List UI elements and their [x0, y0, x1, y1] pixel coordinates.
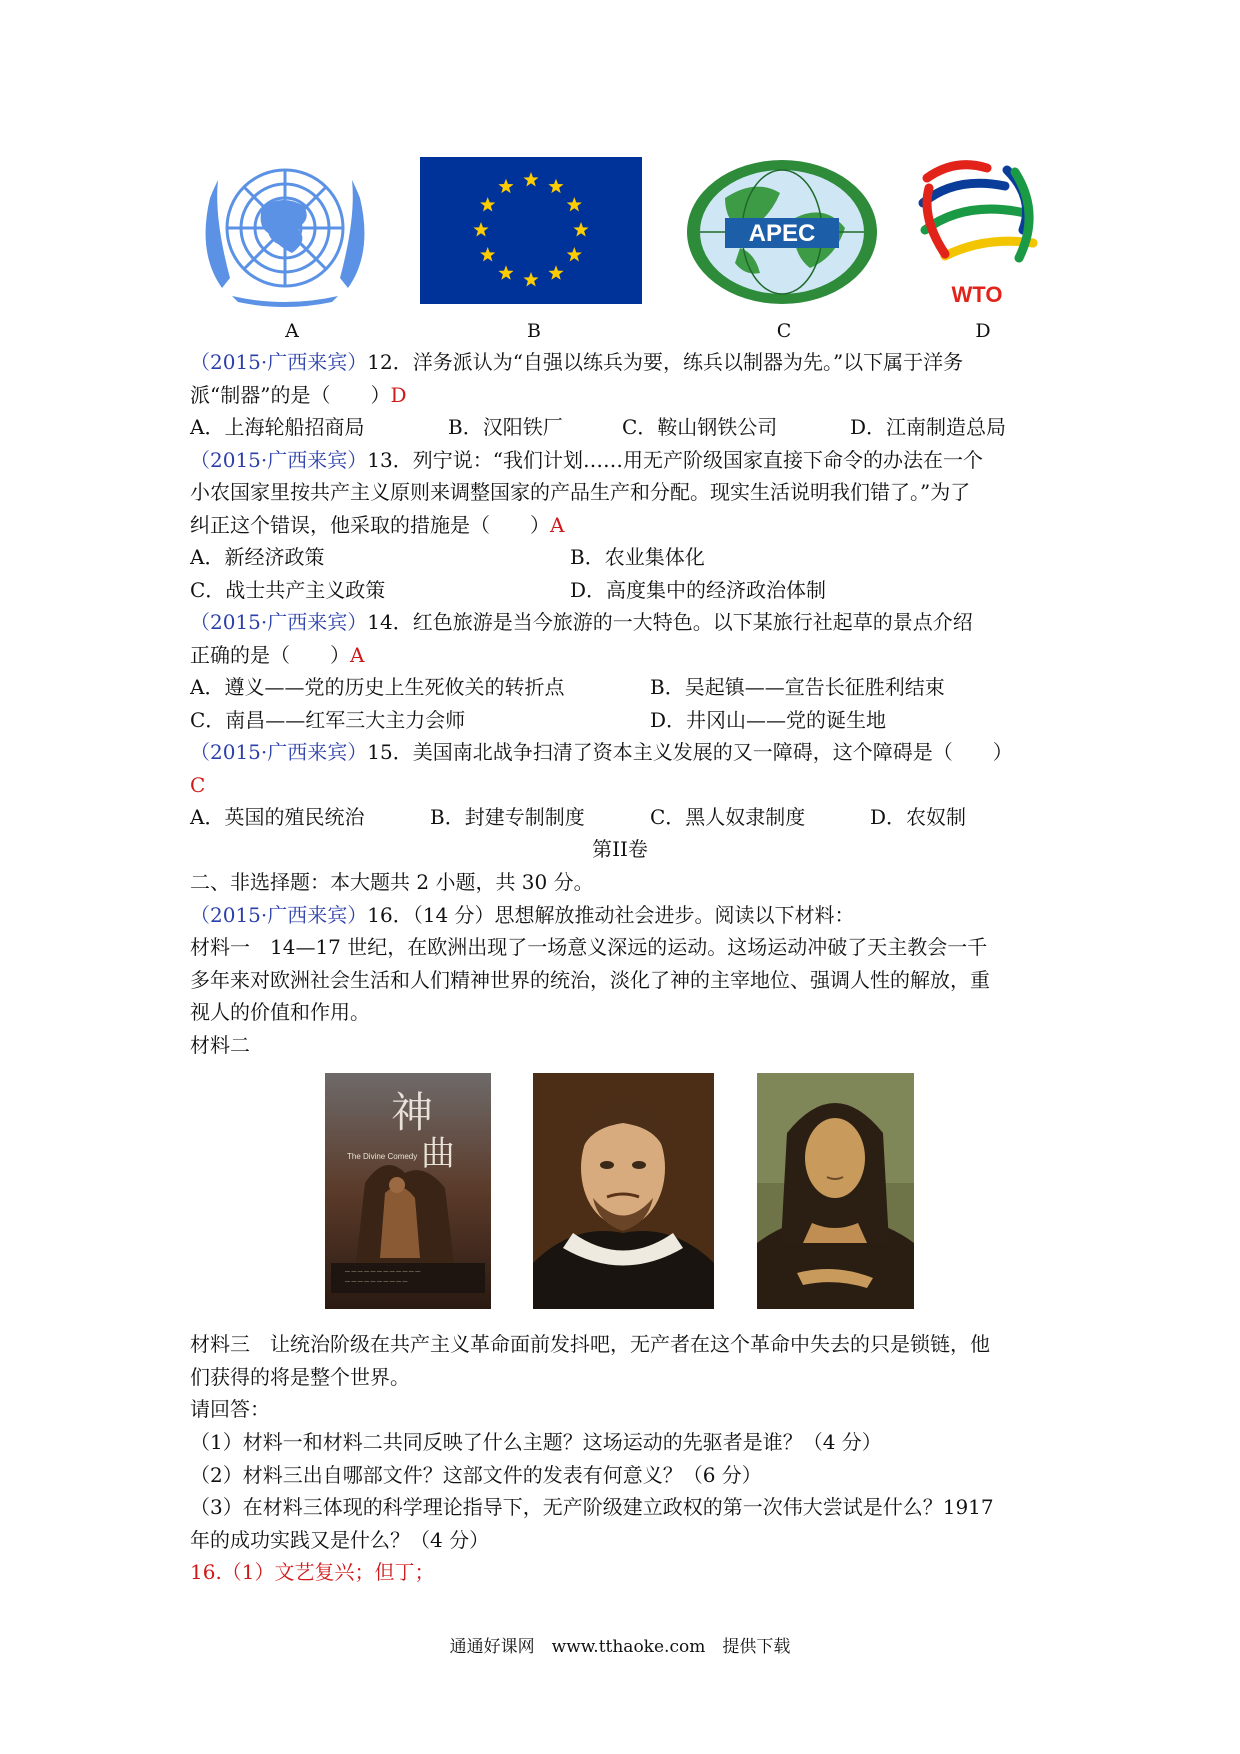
q14-option-d: D．井冈山——党的诞生地 — [650, 708, 887, 732]
answer-prompt: 请回答： — [190, 1397, 270, 1421]
caption-b: B — [527, 320, 541, 342]
q12-options — [190, 415, 1070, 439]
q12-option-a: A．上海轮船招商局 — [190, 415, 365, 439]
q16-source: （2015·广西来宾） — [190, 903, 368, 927]
apec-logo — [685, 158, 880, 306]
q15-option-a: A．英国的殖民统治 — [190, 805, 365, 829]
subquestion-1: （1）材料一和材料二共同反映了什么主题？这场运动的先驱者是谁？（4 分） — [190, 1430, 882, 1454]
volume-heading: 第II卷 — [592, 837, 648, 861]
caption-d: D — [975, 320, 991, 342]
q13-options-row1 — [190, 545, 1070, 569]
q15-answer: C — [190, 773, 206, 797]
q13-option-b: B．农业集体化 — [570, 545, 705, 569]
q15-source: （2015·广西来宾） — [190, 740, 368, 764]
q15-option-d: D．农奴制 — [870, 805, 967, 829]
q14-stem1: 14．红色旅游是当今旅游的一大特色。以下某旅行社起草的景点介绍 — [367, 610, 973, 634]
q15-answer-line — [190, 773, 205, 797]
q13-source: （2015·广西来宾） — [190, 448, 368, 472]
q16-stem-line — [190, 903, 855, 927]
q13-stem-line2 — [190, 480, 970, 504]
material3-line2: 们获得的将是整个世界。 — [190, 1365, 410, 1389]
un-emblem-logo — [192, 158, 378, 308]
q15-option-b: B．封建专制制度 — [430, 805, 585, 829]
footer: 通通好课网 www.tthaoke.com 提供下载 — [449, 1637, 791, 1657]
q13-stem1: 13．列宁说：“我们计划……用无产阶级国家直接下命令的办法在一个 — [367, 448, 983, 472]
q16-answer: 16.（1）文艺复兴；但丁； — [190, 1560, 435, 1584]
q12-stem1: 12．洋务派认为“自强以练兵为要，练兵以制器为先。”以下属于洋务 — [367, 350, 964, 374]
material2-label: 材料二 — [190, 1033, 250, 1057]
book-title: 神 — [391, 1089, 434, 1136]
q14-source: （2015·广西来宾） — [190, 610, 368, 634]
q15-option-c: C．黑人奴隶制度 — [650, 805, 806, 829]
wto-text: WTO — [951, 282, 1003, 307]
q13-stem2: 小农国家里按共产主义原则来调整国家的产品生产和分配。现实生活说明我们错了。”为了 — [190, 480, 971, 504]
q14-options-row1 — [190, 675, 1070, 699]
q14-stem2: 正确的是（ ） — [190, 643, 350, 667]
material1-line3: 视人的价值和作用。 — [190, 1000, 370, 1024]
divine-comedy-cover-image — [325, 1073, 491, 1309]
q15-options — [190, 805, 1070, 829]
q13-stem-line1 — [190, 448, 983, 472]
shakespeare-portrait-image — [533, 1073, 714, 1309]
q13-option-d: D．高度集中的经济政治体制 — [570, 578, 827, 602]
q13-options-row2 — [190, 578, 1070, 602]
q14-option-a: A．遵义——党的历史上生死攸关的转折点 — [190, 675, 565, 699]
subquestion-3-line2: 年的成功实践又是什么？（4 分） — [190, 1528, 490, 1552]
caption-a: A — [285, 320, 299, 342]
q12-option-b: B．汉阳铁厂 — [448, 415, 563, 439]
q13-option-a: A．新经济政策 — [190, 545, 325, 569]
subquestion-3-line1: （3）在材料三体现的科学理论指导下，无产阶级建立政权的第一次伟大尝试是什么？1917 — [190, 1495, 994, 1519]
wto-logo — [915, 158, 1040, 308]
svg-text:— — — — — — — — — —: — — — — — — — — — — — [345, 1279, 408, 1285]
q13-option-c: C．战士共产主义政策 — [190, 578, 386, 602]
q14-answer: A — [350, 643, 365, 667]
apec-text: APEC — [748, 220, 816, 247]
q14-option-b: B．吴起镇——宣告长征胜利结束 — [650, 675, 945, 699]
material1-line1: 材料一 14—17 世纪，在欧洲出现了一场意义深远的运动。这场运动冲破了天主教会一千 — [190, 935, 988, 959]
book-title-char2: 曲 — [421, 1135, 455, 1173]
book-subtitle: The Divine Comedy — [347, 1152, 418, 1161]
q13-stem-line3 — [190, 513, 564, 537]
q12-stem-line1 — [190, 350, 963, 374]
material3-line1: 材料三 让统治阶级在共产主义革命面前发抖吧，无产者在这个革命中失去的只是锁链，他 — [190, 1332, 990, 1356]
q12-stem2: 派“制器”的是（ ） — [190, 383, 391, 407]
q15-stem-line1 — [190, 740, 1013, 764]
q12-stem-line2 — [190, 383, 407, 407]
q16-stem: 16．（14 分）思想解放推动社会进步。阅读以下材料： — [367, 903, 855, 927]
svg-text:— — — — — — — — — — — —: — — — — — — — — — — — — — [345, 1269, 421, 1275]
q13-stem3: 纠正这个错误，他采取的措施是（ ） — [190, 513, 550, 537]
caption-c: C — [776, 320, 792, 342]
subquestion-2: （2）材料三出自哪部文件？这部文件的发表有何意义？（6 分） — [190, 1463, 762, 1487]
q12-source: （2015·广西来宾） — [190, 350, 368, 374]
q15-stem1: 15．美国南北战争扫清了资本主义发展的又一障碍，这个障碍是（ ） — [367, 740, 1013, 764]
q13-answer: A — [550, 513, 565, 537]
eu-flag-logo — [420, 157, 642, 304]
q12-option-d: D．江南制造总局 — [850, 415, 1007, 439]
q14-stem-line1 — [190, 610, 973, 634]
q12-answer: D — [390, 383, 407, 407]
q12-option-c: C．鞍山钢铁公司 — [622, 415, 778, 439]
q14-option-c: C．南昌——红军三大主力会师 — [190, 708, 466, 732]
q14-stem-line2 — [190, 643, 364, 667]
section-heading: 二、非选择题：本大题共 2 小题，共 30 分。 — [190, 870, 594, 894]
material1-line2: 多年来对欧洲社会生活和人们精神世界的统治，淡化了神的主宰地位、强调人性的解放，重 — [190, 968, 990, 992]
mona-lisa-painting-image — [757, 1073, 914, 1309]
q14-options-row2 — [190, 708, 1070, 732]
